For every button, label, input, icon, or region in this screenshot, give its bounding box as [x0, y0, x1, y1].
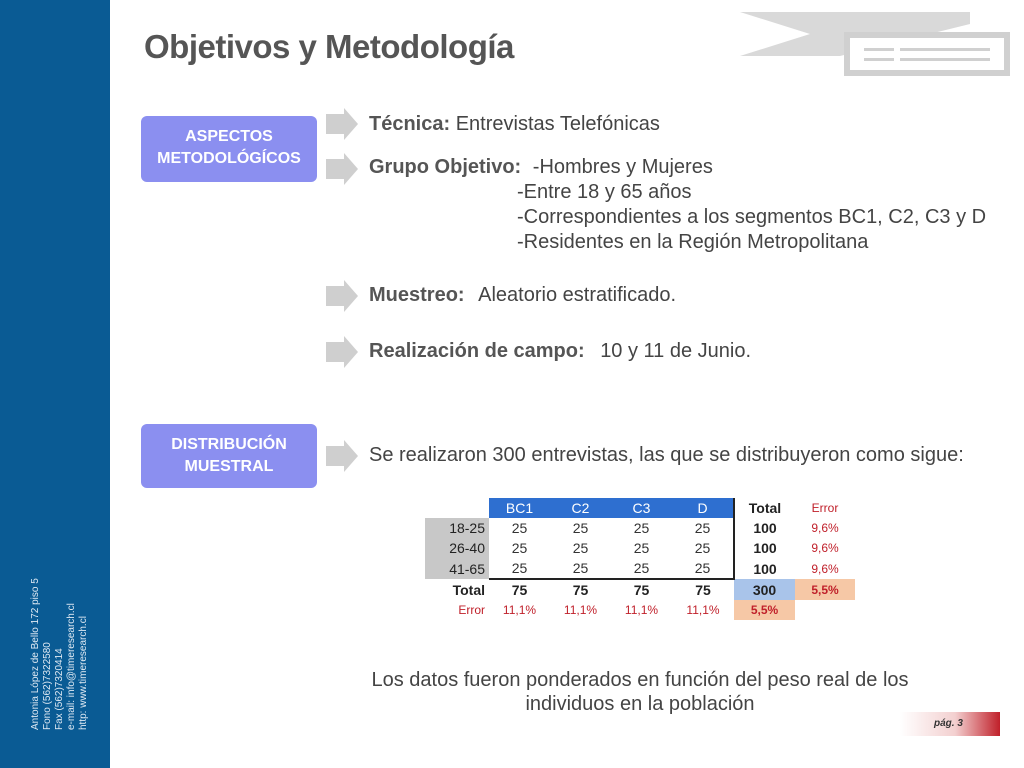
- pill-line-1: DISTRIBUCIÓN: [171, 436, 287, 453]
- total-header: Total: [748, 500, 782, 516]
- page-title: Objetivos y Metodología: [144, 28, 514, 65]
- grupo-objetivo-label: Grupo Objetivo:: [369, 156, 522, 178]
- distribution-table: [425, 498, 855, 620]
- row-label: 18-25: [425, 518, 489, 538]
- table-total-row: [425, 579, 855, 600]
- error-cell: 11,1%: [686, 603, 720, 617]
- page-number: pág. 3: [934, 718, 963, 729]
- grupo-item: -Correspondientes a los segmentos BC1, C2, C3 y D: [517, 206, 987, 228]
- table-corner: [425, 498, 489, 518]
- row-error: 9,6%: [811, 541, 839, 555]
- grupo-item: -Residentes en la Región Metropolitana: [517, 231, 869, 253]
- table-row: [425, 558, 855, 579]
- error-cell: 11,1%: [502, 603, 537, 617]
- table-empty-cell: [795, 600, 855, 620]
- document-card-logo: [740, 10, 1015, 80]
- aspectos-metodologicos-pill: [141, 116, 317, 182]
- total-cell: 75: [511, 582, 528, 598]
- row-total: 100: [753, 560, 777, 577]
- contact-phone: Fono (562)7322580: [42, 642, 53, 730]
- table-cell: 25: [572, 520, 589, 536]
- campo-label: Realización de campo:: [369, 340, 585, 362]
- arrow-right-icon: [326, 336, 358, 368]
- tecnica-label: Técnica:: [369, 113, 451, 135]
- row-error: 9,6%: [811, 561, 839, 576]
- arrow-right-icon: [326, 280, 358, 312]
- table-header-row: [425, 498, 855, 518]
- contact-info: [30, 578, 90, 730]
- campo-line: [369, 340, 751, 363]
- error-row-label: Error: [458, 603, 485, 617]
- arrow-right-icon: [326, 108, 358, 140]
- grand-total: 300: [734, 579, 795, 600]
- table-cell: 25: [572, 540, 589, 556]
- error-total: 5,5%: [734, 600, 795, 620]
- tecnica-value: Entrevistas Telefónicas: [455, 113, 660, 135]
- row-error: 9,6%: [811, 521, 839, 535]
- table-cell: 25: [672, 518, 734, 538]
- arrow-right-icon: [326, 440, 358, 472]
- grand-error: 5,5%: [795, 579, 855, 600]
- table-cell: 25: [672, 538, 734, 558]
- muestreo-line: [369, 284, 676, 307]
- header-cell: C2: [550, 498, 611, 518]
- contact-address: Antonia López de Bello 172 piso 5: [30, 578, 41, 730]
- error-cell: 11,1%: [624, 603, 659, 617]
- row-label: 26-40: [425, 538, 489, 558]
- table-cell: 25: [550, 558, 611, 579]
- contact-email: e-mail: info@timeresearch.cl: [66, 603, 77, 730]
- muestreo-value: Aleatorio estratificado.: [478, 284, 677, 306]
- grupo-item: -Hombres y Mujeres: [532, 156, 713, 178]
- table-cell: 25: [633, 540, 650, 556]
- contact-website: http: www.timeresearch.cl: [78, 616, 89, 730]
- header-cell: C3: [611, 498, 672, 518]
- arrow-right-icon: [326, 153, 358, 185]
- contact-fax: Fax (562)7320414: [54, 648, 65, 730]
- grupo-objetivo-line: [369, 156, 713, 179]
- tecnica-line: [369, 113, 660, 136]
- total-cell: 75: [695, 582, 711, 598]
- total-row-label: Total: [452, 581, 485, 598]
- footnote: Los datos fueron ponderados en función del peso real de los individuos en la población: [371, 669, 909, 715]
- muestreo-label: Muestreo:: [369, 284, 465, 306]
- row-label: 41-65: [425, 558, 489, 579]
- row-total: 100: [753, 540, 777, 556]
- table-cell: 25: [489, 558, 550, 579]
- total-cell: 75: [633, 582, 650, 598]
- header-cell: BC1: [489, 498, 550, 518]
- table-cell: 25: [511, 520, 528, 536]
- table-cell: 25: [633, 520, 650, 536]
- distribucion-intro: Se realizaron 300 entrevistas, las que se distribuyeron como sigue:: [369, 444, 964, 466]
- table-row: [425, 518, 855, 538]
- table-cell: 25: [611, 558, 672, 579]
- total-cell: 75: [572, 582, 589, 598]
- table-cell: 25: [672, 558, 734, 579]
- table-cell: 25: [511, 540, 528, 556]
- table-error-row: [425, 600, 855, 620]
- pill-line-2: MUESTRAL: [184, 458, 274, 475]
- grupo-item: -Entre 18 y 65 años: [517, 181, 692, 203]
- campo-value: 10 y 11 de Junio.: [600, 340, 752, 362]
- error-header: Error: [811, 501, 839, 515]
- pill-line-1: ASPECTOS: [185, 128, 273, 145]
- error-cell: 11,1%: [563, 603, 598, 617]
- header-cell: D: [672, 498, 734, 518]
- table-row: [425, 538, 855, 558]
- distribucion-muestral-pill: [141, 424, 317, 488]
- pill-line-2: METODOLÓGÍCOS: [157, 150, 301, 167]
- row-total: 100: [753, 520, 777, 536]
